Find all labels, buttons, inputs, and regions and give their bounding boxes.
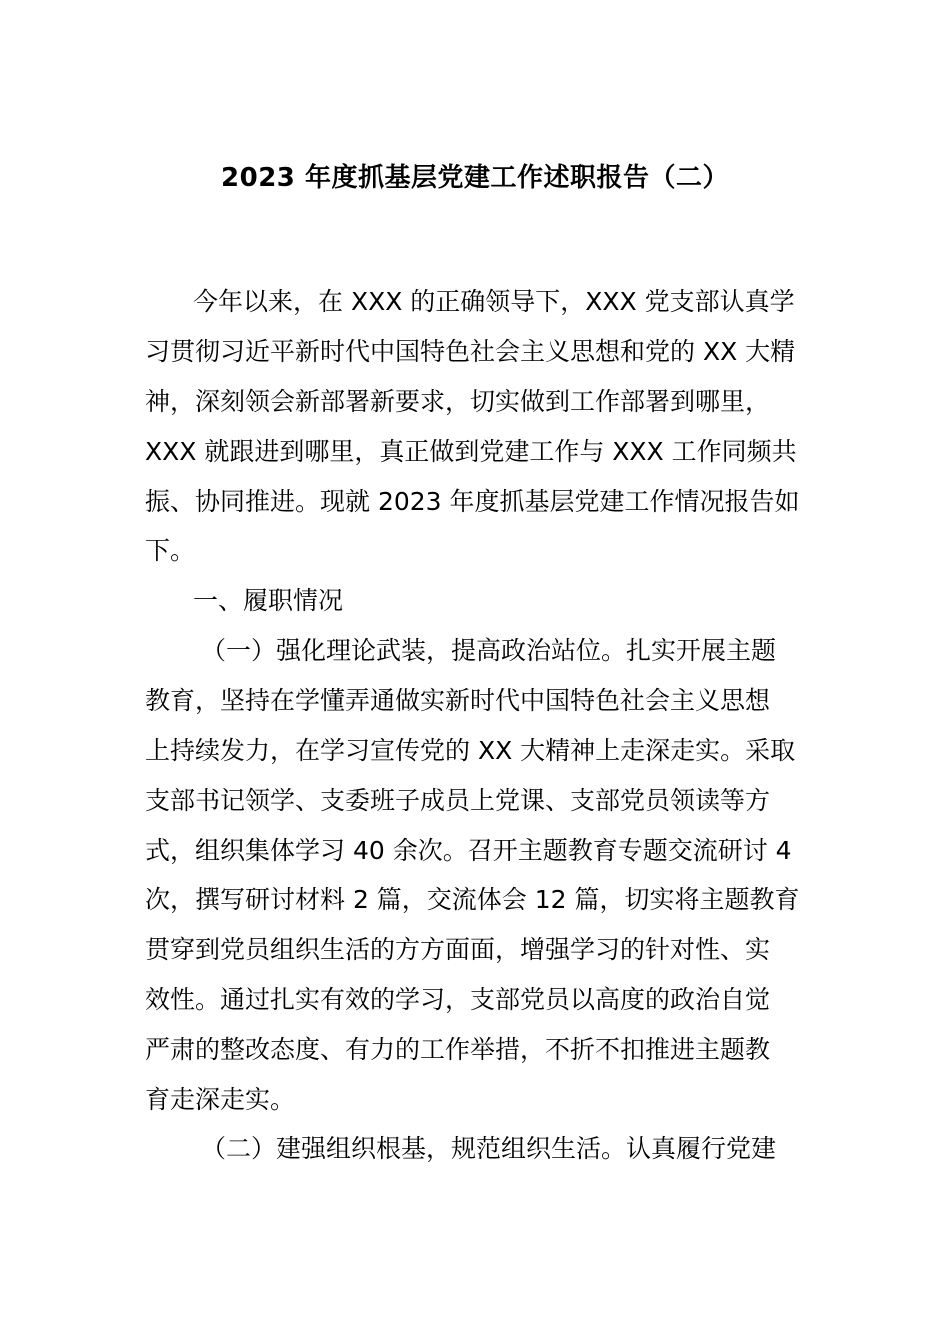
paragraph-1-line-3: 神，深刻领会新部署新要求，切实做到工作部署到哪里， (145, 387, 771, 416)
section-heading-1: 一、履职情况 (193, 586, 344, 615)
paragraph-1-line-5: 振、协同推进。现就 2023 年度抓基层党建工作情况报告如 (145, 487, 800, 516)
paragraph-1-line-2: 习贯彻习近平新时代中国特色社会主义思想和党的 XX 大精 (145, 337, 796, 366)
paragraph-3-line-1: （二）建强组织根基，规范组织生活。认真履行党建 (201, 1134, 777, 1163)
paragraph-1-line-1: 今年以来，在 XXX 的正确领导下，XXX 党支部认真学 (193, 287, 795, 316)
paragraph-2-line-1: （一）强化理论武装，提高政治站位。扎实开展主题 (201, 636, 777, 665)
paragraph-2-line-3: 上持续发力，在学习宣传党的 XX 大精神上走深走实。采取 (145, 736, 796, 765)
paragraph-2-line-2: 教育，坚持在学懂弄通做实新时代中国特色社会主义思想 (145, 686, 771, 715)
paragraph-2-line-8: 效性。通过扎实有效的学习，支部党员以高度的政治自觉 (145, 985, 771, 1014)
document-title: 2023 年度抓基层党建工作述职报告（二） (221, 163, 729, 193)
paragraph-2-line-4: 支部书记领学、支委班子成员上党课、支部党员领读等方 (145, 786, 771, 815)
paragraph-2-line-5: 式，组织集体学习 40 余次。召开主题教育专题交流研讨 4 (145, 836, 792, 865)
paragraph-1-line-6: 下。 (145, 536, 196, 565)
paragraph-2-line-6: 次，撰写研讨材料 2 篇，交流体会 12 篇，切实将主题教育 (145, 885, 800, 914)
paragraph-1-line-4: XXX 就跟进到哪里，真正做到党建工作与 XXX 工作同频共 (145, 437, 797, 466)
paragraph-2-line-10: 育走深走实。 (145, 1085, 296, 1114)
paragraph-2-line-9: 严肃的整改态度、有力的工作举措，不折不扣推进主题教 (145, 1035, 771, 1064)
paragraph-2-line-7: 贯穿到党员组织生活的方方面面，增强学习的针对性、实 (145, 935, 771, 964)
